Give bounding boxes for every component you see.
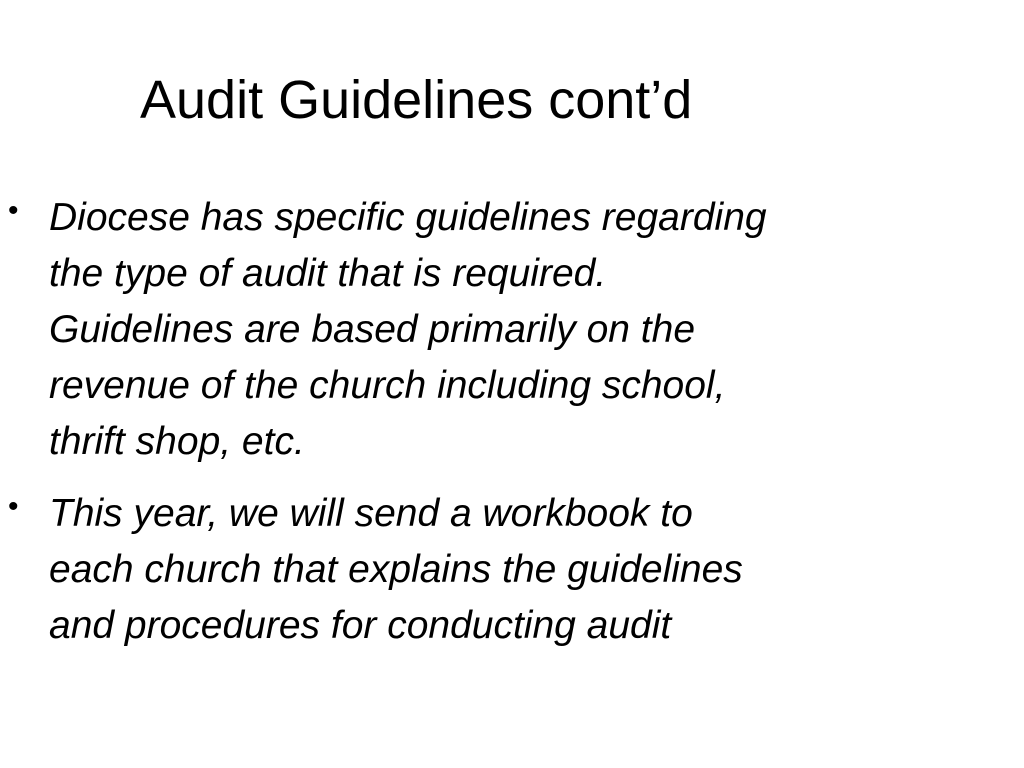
bullet-dot-icon: • [8, 490, 19, 523]
bullet-item [0, 486, 960, 654]
bullet-line: revenue of the church including school, [49, 364, 726, 407]
bullet-line: This year, we will send a workbook to [49, 492, 693, 535]
bullet-line: each church that explains the guidelines [49, 548, 743, 591]
bullet-line: and procedures for conducting audit [49, 604, 672, 647]
bullet-line: Guidelines are based primarily on the [49, 308, 696, 351]
bullet-list [0, 190, 960, 670]
bullet-dot-icon: • [8, 194, 19, 227]
bullet-item [0, 190, 960, 470]
slide-title: Audit Guidelines cont’d [140, 70, 693, 130]
bullet-line: thrift shop, etc. [49, 420, 305, 463]
bullet-text [49, 486, 919, 654]
bullet-line: the type of audit that is required. [49, 252, 607, 295]
bullet-text [49, 190, 919, 470]
bullet-line: Diocese has specific guidelines regarding [49, 196, 767, 239]
